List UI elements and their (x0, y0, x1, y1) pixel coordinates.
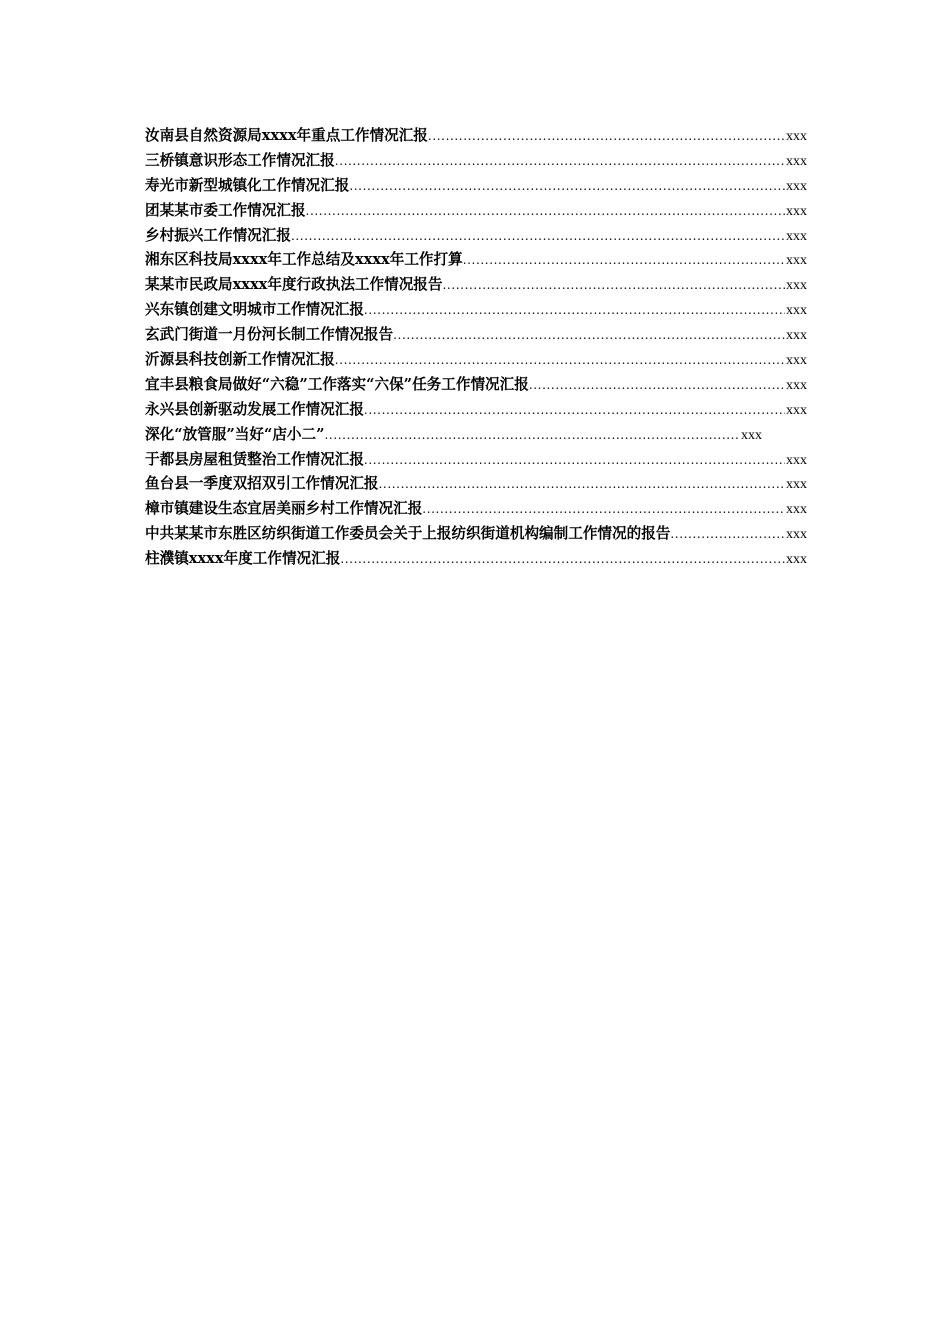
toc-dot-leader (291, 224, 785, 249)
toc-entry-title: 团某某市委工作情况汇报 (145, 201, 306, 219)
toc-entry-page: xxx (786, 527, 807, 543)
toc-entry[interactable] (145, 298, 807, 323)
toc-entry-title: 永兴县创新驱动发展工作情况汇报 (145, 400, 364, 418)
toc-entry[interactable] (145, 373, 807, 398)
toc-entry[interactable] (145, 124, 807, 149)
toc-entry[interactable] (145, 273, 807, 298)
toc-entry[interactable] (145, 248, 807, 273)
toc-dot-leader (335, 149, 785, 174)
toc-dot-leader (379, 472, 785, 497)
toc-entry-title: 于都县房屋租赁整治工作情况汇报 (145, 450, 364, 468)
toc-entry[interactable] (145, 423, 762, 448)
toc-entry[interactable] (145, 522, 807, 547)
toc-entry-title: 鱼台县一季度双招双引工作情况汇报 (145, 475, 379, 493)
toc-entry-page: xxx (786, 178, 807, 194)
toc-dot-leader (340, 547, 785, 572)
toc-entry-title: 汝南县自然资源局xxxx年重点工作情况汇报 (145, 127, 428, 144)
toc-entry-title: 玄武门街道一月份河长制工作情况报告 (145, 326, 394, 344)
toc-entry-title: 寿光市新型城镇化工作情况汇报 (145, 176, 350, 194)
toc-entry-title: 某某市民政局xxxx年度行政执法工作情况报告 (145, 276, 443, 294)
toc-dot-leader (335, 348, 785, 373)
toc-entry-title: 深化“放管服”当好“店小二” (145, 425, 325, 443)
toc-entry-page: xxx (786, 377, 807, 393)
toc-entry-page: xxx (786, 502, 807, 518)
toc-entry-page: xxx (786, 153, 807, 169)
toc-dot-leader (306, 199, 785, 224)
toc-entry[interactable] (145, 174, 807, 199)
toc-dot-leader (364, 448, 785, 473)
toc-entry[interactable] (145, 547, 807, 572)
toc-entry-title: 柱濮镇xxxx年度工作情况汇报 (145, 550, 341, 568)
toc-dot-leader (364, 298, 785, 323)
toc-entry[interactable] (145, 149, 807, 174)
toc-entry-title: 乡村振兴工作情况汇报 (145, 226, 291, 244)
toc-entry-page: xxx (786, 402, 807, 418)
toc-dot-leader (349, 174, 785, 199)
toc-entry[interactable] (145, 224, 807, 249)
toc-dot-leader (670, 522, 785, 547)
toc-entry-title: 湘东区科技局xxxx年工作总结及xxxx年工作打算 (145, 251, 463, 269)
toc-entry[interactable] (145, 497, 807, 522)
toc-entry-title: 宜丰县粮食局做好“六稳”工作落实“六保”任务工作情况汇报 (145, 375, 529, 393)
toc-entry[interactable] (145, 472, 807, 497)
table-of-contents (145, 124, 807, 572)
toc-dot-leader (529, 373, 785, 398)
toc-entry[interactable] (145, 448, 807, 473)
toc-entry-page: xxx (786, 452, 807, 468)
toc-dot-leader (428, 124, 785, 149)
toc-dot-leader (463, 248, 785, 273)
toc-entry-page: xxx (786, 353, 807, 369)
toc-entry-page: xxx (786, 552, 807, 568)
toc-entry-title: 三桥镇意识形态工作情况汇报 (145, 151, 335, 169)
toc-entry-page: xxx (786, 253, 807, 269)
toc-entry-page: xxx (786, 203, 807, 219)
toc-entry-page: xxx (786, 228, 807, 244)
toc-entry-page: xxx (786, 278, 807, 294)
toc-entry[interactable] (145, 348, 807, 373)
toc-dot-leader (393, 323, 785, 348)
toc-dot-leader (443, 273, 786, 298)
toc-entry-title: 沂源县科技创新工作情况汇报 (145, 351, 335, 369)
toc-entry-title: 樟市镇建设生态宜居美丽乡村工作情况汇报 (145, 500, 423, 518)
toc-dot-leader (364, 398, 785, 423)
toc-entry-title: 兴东镇创建文明城市工作情况汇报 (145, 301, 364, 319)
toc-dot-leader (325, 423, 740, 448)
toc-entry-title: 中共某某市东胜区纺织街道工作委员会关于上报纺织街道机构编制工作情况的报告 (145, 525, 671, 543)
toc-entry-page: xxx (786, 477, 807, 493)
toc-entry-page: xxx (786, 328, 807, 344)
toc-entry[interactable] (145, 199, 807, 224)
toc-entry[interactable] (145, 398, 807, 423)
toc-dot-leader (422, 497, 785, 522)
toc-entry[interactable] (145, 323, 807, 348)
toc-entry-page: xxx (786, 303, 807, 319)
toc-entry-page: xxx (786, 129, 807, 144)
toc-entry-page: xxx (741, 427, 762, 443)
